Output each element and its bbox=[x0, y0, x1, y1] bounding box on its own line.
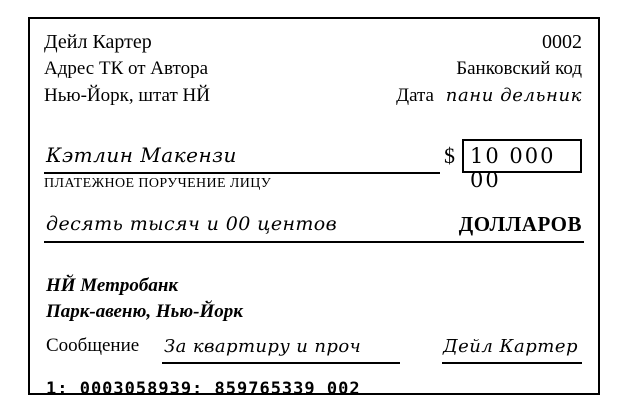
signature-underline bbox=[442, 362, 582, 364]
bank-address: Парк-авеню, Нью-Йорк bbox=[46, 301, 243, 322]
date-value: пани дельник bbox=[445, 85, 582, 106]
amount-words-section bbox=[44, 213, 584, 253]
payee-section bbox=[44, 143, 584, 192]
date-label: Дата bbox=[396, 85, 434, 106]
signature: Дейл Картер bbox=[443, 336, 578, 357]
check-header bbox=[44, 31, 584, 106]
amount-box bbox=[462, 139, 582, 192]
check-document bbox=[28, 17, 600, 399]
memo-section bbox=[44, 335, 584, 367]
payer-address-line2: Нью-Йорк, штат НЙ bbox=[44, 85, 210, 106]
amount-figures: 10 000 00 bbox=[470, 144, 556, 192]
pay-to-label: ПЛАТЕЖНОЕ ПОРУЧЕНИЕ ЛИЦУ bbox=[44, 176, 272, 191]
bank-code-label: Банковский код bbox=[456, 58, 582, 79]
check-number: 0002 bbox=[542, 31, 582, 53]
payee-underline bbox=[44, 172, 440, 174]
currency-symbol: $ bbox=[444, 143, 455, 168]
check-inner bbox=[44, 31, 584, 399]
payer-name: Дейл Картер bbox=[44, 31, 152, 53]
micr-line: 1: 0003058939: 859765339 002 bbox=[46, 379, 361, 399]
payee-name: Кэтлин Макензи bbox=[46, 143, 237, 167]
memo-label: Сообщение bbox=[46, 335, 140, 356]
amount-in-words: десять тысяч и 00 центов bbox=[46, 213, 338, 235]
payer-address-line1: Адрес ТК от Автора bbox=[44, 58, 209, 79]
memo-value: За квартиру и проч bbox=[164, 336, 362, 357]
dollars-label: ДОЛЛАРОВ bbox=[453, 212, 582, 237]
memo-underline bbox=[162, 362, 400, 364]
amount-words-underline bbox=[44, 241, 584, 243]
bank-name: НЙ Метробанк bbox=[46, 275, 179, 296]
